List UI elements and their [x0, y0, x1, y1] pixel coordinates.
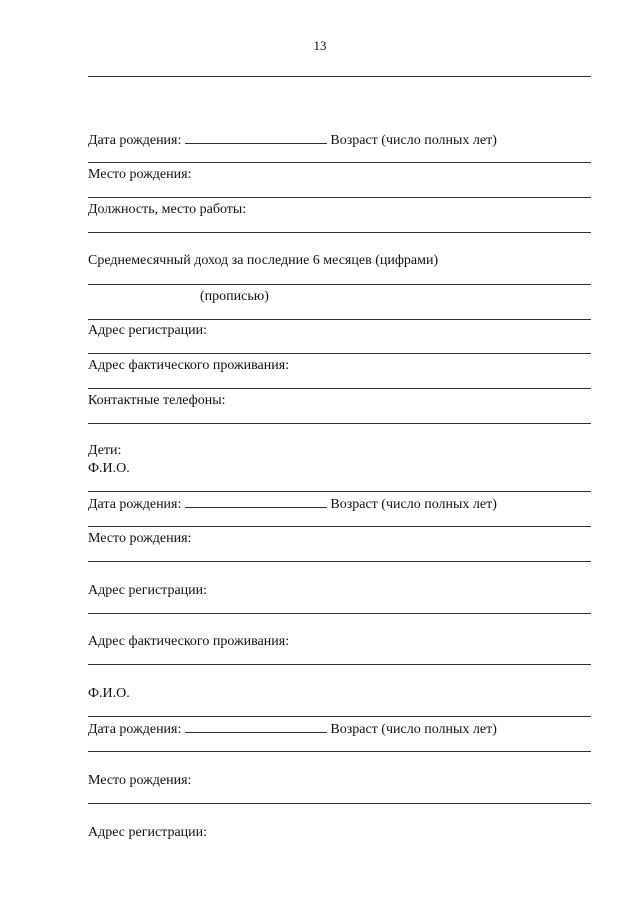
reg-address-rule[interactable]: [88, 353, 591, 354]
child2-birth-place-rule[interactable]: [88, 803, 591, 804]
child1-reg-address-label: Адрес регистрации:: [88, 583, 208, 598]
birth-date-label: Дата рождения:: [88, 133, 182, 148]
income-label: Среднемесячный доход за последние 6 месяцев (цифрами): [88, 253, 439, 268]
child1-reg-address-rule[interactable]: [88, 613, 591, 614]
phones-rule[interactable]: [88, 423, 591, 424]
child1-birth-place-label: Место рождения:: [88, 531, 192, 546]
child2-birth-date-rule[interactable]: [88, 751, 591, 752]
position-rule[interactable]: [88, 232, 591, 233]
birth-date-field[interactable]: [185, 131, 327, 144]
child2-reg-address-label: Адрес регистрации:: [88, 825, 208, 840]
position-label: Должность, место работы:: [88, 202, 247, 217]
page-number: 13: [313, 38, 327, 53]
income-words-label: (прописью): [200, 289, 269, 304]
income-words-rule[interactable]: [88, 319, 591, 320]
child1-fio-rule[interactable]: [88, 491, 591, 492]
child2-fio-rule[interactable]: [88, 716, 591, 717]
age-label: Возраст (число полных лет): [330, 722, 497, 737]
child2-birth-date-row: [88, 720, 497, 738]
phones-label: Контактные телефоны:: [88, 393, 226, 408]
age-label: Возраст (число полных лет): [330, 133, 497, 148]
birth-date-label: Дата рождения:: [88, 497, 182, 512]
child1-fio-label: Ф.И.О.: [88, 461, 130, 476]
child2-birth-place-label: Место рождения:: [88, 773, 192, 788]
actual-address-rule[interactable]: [88, 388, 591, 389]
children-label: Дети:: [88, 443, 122, 458]
child1-birth-place-rule[interactable]: [88, 561, 591, 562]
birth-date-rule: [88, 162, 591, 163]
child2-birth-date-field[interactable]: [185, 720, 327, 733]
birth-date-label: Дата рождения:: [88, 722, 182, 737]
age-label: Возраст (число полных лет): [330, 497, 497, 512]
actual-address-label: Адрес фактического проживания:: [88, 358, 290, 373]
child1-actual-address-label: Адрес фактического проживания:: [88, 634, 290, 649]
income-digits-rule[interactable]: [88, 284, 591, 285]
header-rule: [88, 76, 591, 77]
child1-birth-date-field[interactable]: [185, 495, 327, 508]
child2-fio-label: Ф.И.О.: [88, 686, 130, 701]
child1-birth-date-row: [88, 495, 497, 513]
reg-address-label: Адрес регистрации:: [88, 323, 208, 338]
birth-date-row: [88, 131, 497, 149]
birth-place-label: Место рождения:: [88, 167, 192, 182]
child1-actual-address-rule[interactable]: [88, 664, 591, 665]
child1-birth-date-rule[interactable]: [88, 526, 591, 527]
birth-place-rule[interactable]: [88, 197, 591, 198]
